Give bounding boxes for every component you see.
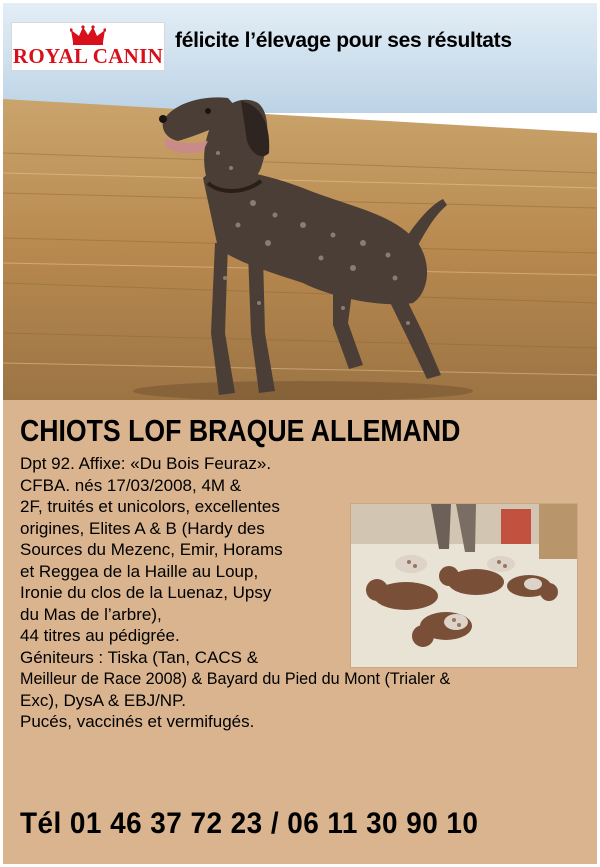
listing-line: du Mas de l’arbre), bbox=[20, 604, 162, 624]
listing-line: origines, Elites A & B (Hardy des bbox=[20, 518, 265, 538]
puppies-photo bbox=[350, 503, 578, 668]
listing-headline: CHIOTS LOF BRAQUE ALLEMAND bbox=[20, 413, 461, 448]
listing-line: 2F, truités et unicolors, excellentes bbox=[20, 497, 280, 516]
listing-panel bbox=[3, 400, 597, 864]
listing-line: Exc), DysA & EBJ/NP. bbox=[20, 690, 186, 710]
logo-brand-text: ROYAL CANIN bbox=[12, 44, 164, 68]
crown-icon bbox=[70, 25, 106, 45]
listing-line: 44 titres au pédigrée. bbox=[20, 626, 180, 645]
royal-canin-logo bbox=[11, 22, 165, 71]
listing-line: Dpt 92. Affixe: «Du Bois Feuraz». bbox=[20, 454, 272, 473]
listing-line: Ironie du clos de la Luenaz, Upsy bbox=[20, 583, 272, 602]
contact-phone: Tél 01 46 37 72 23 / 06 11 30 90 10 bbox=[20, 807, 479, 840]
puppies-icon bbox=[351, 504, 577, 667]
listing-line: et Reggea de la Haille au Loup, bbox=[20, 561, 259, 581]
tagline: félicite l’élevage pour ses résultats bbox=[175, 29, 512, 52]
listing-line: Meilleur de Race 2008) & Bayard du Pied du Mont (Trialer & bbox=[20, 669, 451, 688]
listing-line: Géniteurs : Tiska (Tan, CACS & bbox=[20, 647, 259, 667]
main-photo bbox=[3, 3, 597, 400]
listing-line: Sources du Mezenc, Emir, Horams bbox=[20, 540, 283, 559]
listing-line: Pucés, vaccinés et vermifugés. bbox=[20, 712, 255, 731]
listing-line: CFBA. nés 17/03/2008, 4M & bbox=[20, 475, 242, 495]
